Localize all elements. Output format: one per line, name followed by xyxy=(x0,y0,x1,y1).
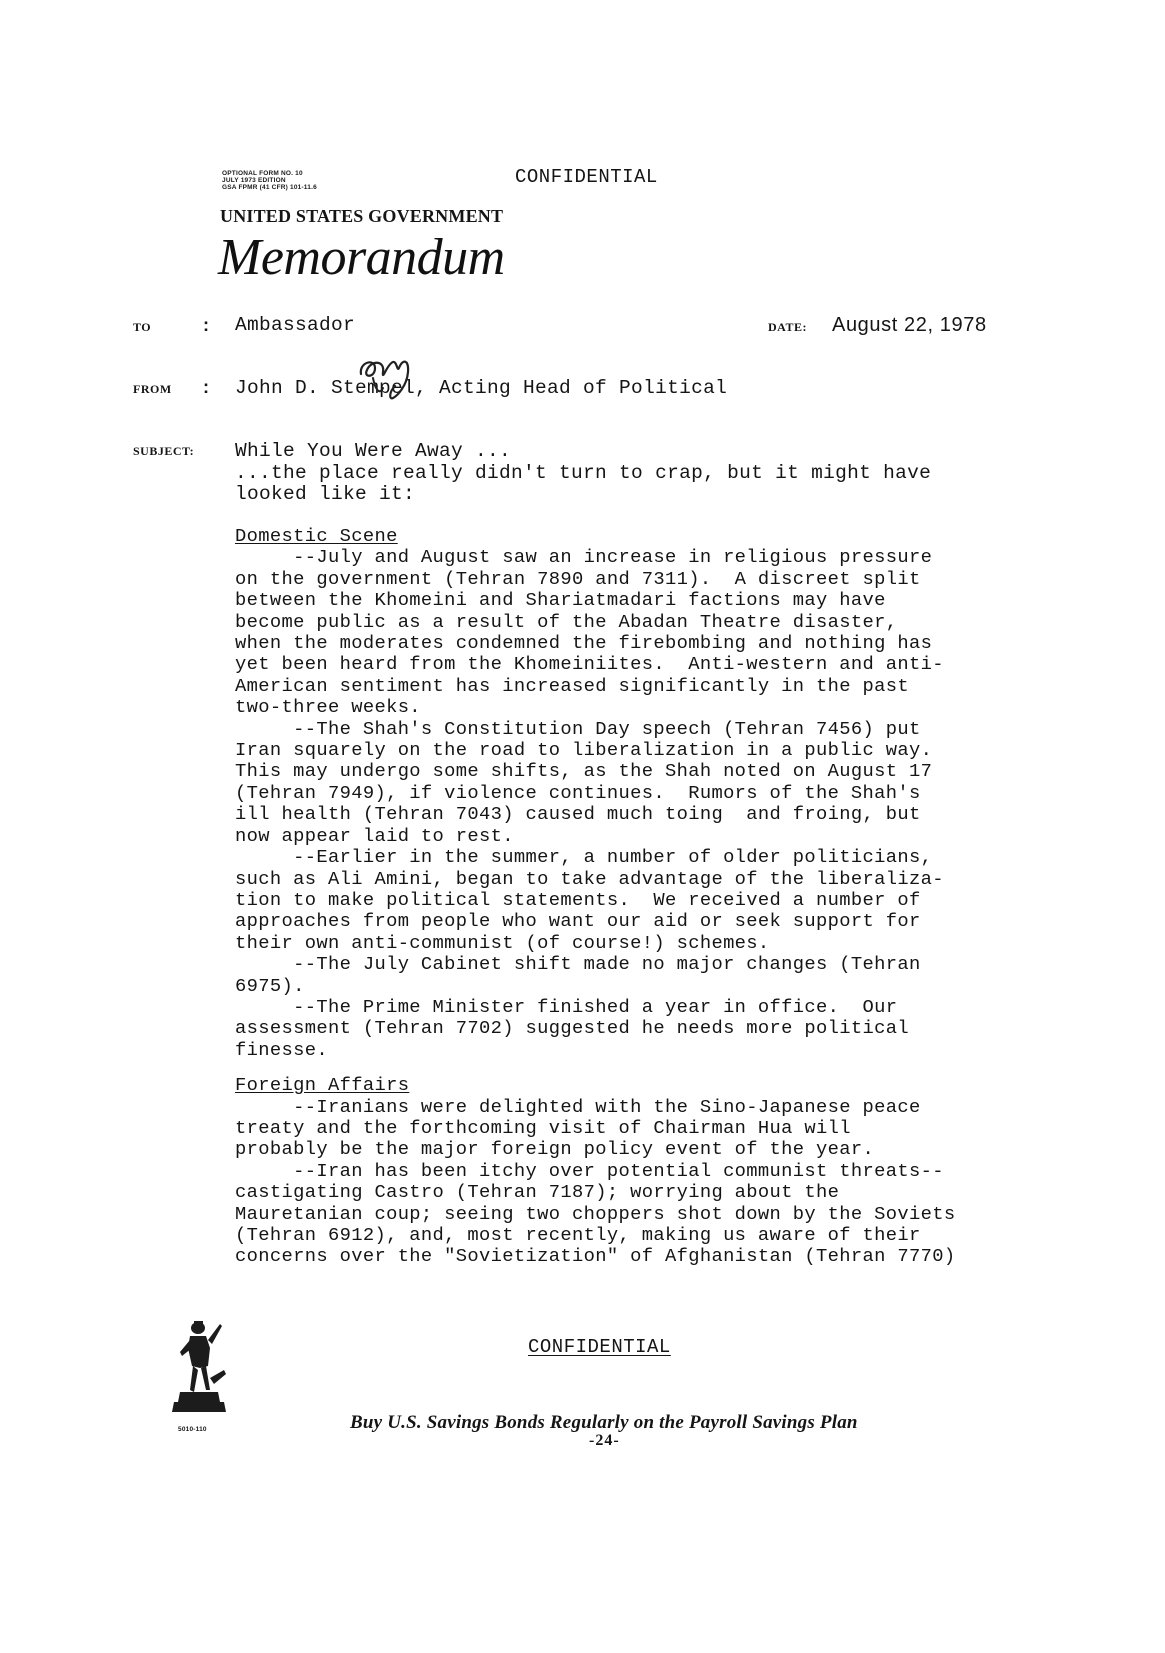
handwritten-initials-icon xyxy=(353,352,423,402)
form-number-line: OPTIONAL FORM NO. 10 xyxy=(222,170,303,177)
domestic-text: --July and August saw an increase in religious pressure on the government (Tehran 7890 and 7311). A discreet split between the Khomeini and Shariatmadari factions may have become public as a result of the Abadan Theatre disaster, when the moderates condemned the firebombing and nothing has yet been heard from the Khomeiniites. Anti-western and anti- American sentiment has increased significantly in the past two-three weeks. --The Shah's Constitution Day speech (Tehran 7456) put Iran squarely on the road to liberalization in a public way. This may undergo some shifts, as the Shah noted on August 17 (Tehran 7949), if violence continues. Rumors of the Shah's ill health (Tehran 7043) caused much toing and froing, but now appear laid to rest. --Earlier in the summer, a number of older politicians, such as Ali Amini, began to take advantage of the liberaliza- tion to make political statements. We received a number of approaches from people who want our aid or seek support for their own anti-communist (of course!) schemes. --The July Cabinet shift made no major changes (Tehran 6975). --The Prime Minister finished a year in office. Our assessment (Tehran 7702) suggested he needs more political finesse. xyxy=(235,546,944,1061)
government-header: UNITED STATES GOVERNMENT xyxy=(220,206,504,226)
subject-label: SUBJECT: xyxy=(133,444,195,458)
foreign-text: --Iranians were delighted with the Sino-Japanese peace treaty and the forthcoming visit of Chairman Hua will probably be the major foreign policy event of the year. --Iran has been itchy over potential communist threats-- castigating Castro (Tehran 7187); worrying about the Mauretanian coup; seeing two choppers shot down by the Soviets (Tehran 6912), and, most recently, making us aware of their concerns over the "Sovietization" of Afghanistan (Tehran 7770) xyxy=(235,1095,956,1268)
classification-top: CONFIDENTIAL xyxy=(515,166,658,188)
form-edition-line: JULY 1973 EDITION xyxy=(222,177,286,184)
domestic-heading: Domestic Scene xyxy=(235,525,398,547)
from-value: John D. Stempel, Acting Head of Political xyxy=(235,377,728,399)
from-label: FROM xyxy=(133,382,172,396)
from-colon: : xyxy=(203,377,209,397)
subject-line-2: ...the place really didn't turn to crap, but it might have xyxy=(235,462,932,484)
emblem-code: 5010-110 xyxy=(178,1426,207,1433)
page-number: -24- xyxy=(589,1432,620,1449)
form-regulation-line: GSA FPMR (41 CFR) 101-11.6 xyxy=(222,184,317,191)
to-label: TO xyxy=(133,320,152,334)
date-value: August 22, 1978 xyxy=(832,314,987,336)
minuteman-statue-icon xyxy=(170,1318,230,1424)
form-number-block xyxy=(222,170,382,191)
subject-line-3: looked like it: xyxy=(235,483,416,505)
memorandum-title: Memorandum xyxy=(218,229,505,286)
foreign-heading: Foreign Affairs xyxy=(235,1074,410,1097)
classification-bottom: CONFIDENTIAL xyxy=(528,1336,671,1358)
subject-line-1: While You Were Away ... xyxy=(235,440,512,462)
to-colon: : xyxy=(203,315,209,335)
memo-body xyxy=(235,526,1065,1268)
date-label: DATE: xyxy=(768,320,807,334)
to-value: Ambassador xyxy=(235,314,356,336)
savings-bonds-slogan: Buy U.S. Savings Bonds Regularly on the Payroll Savings Plan xyxy=(350,1412,858,1433)
